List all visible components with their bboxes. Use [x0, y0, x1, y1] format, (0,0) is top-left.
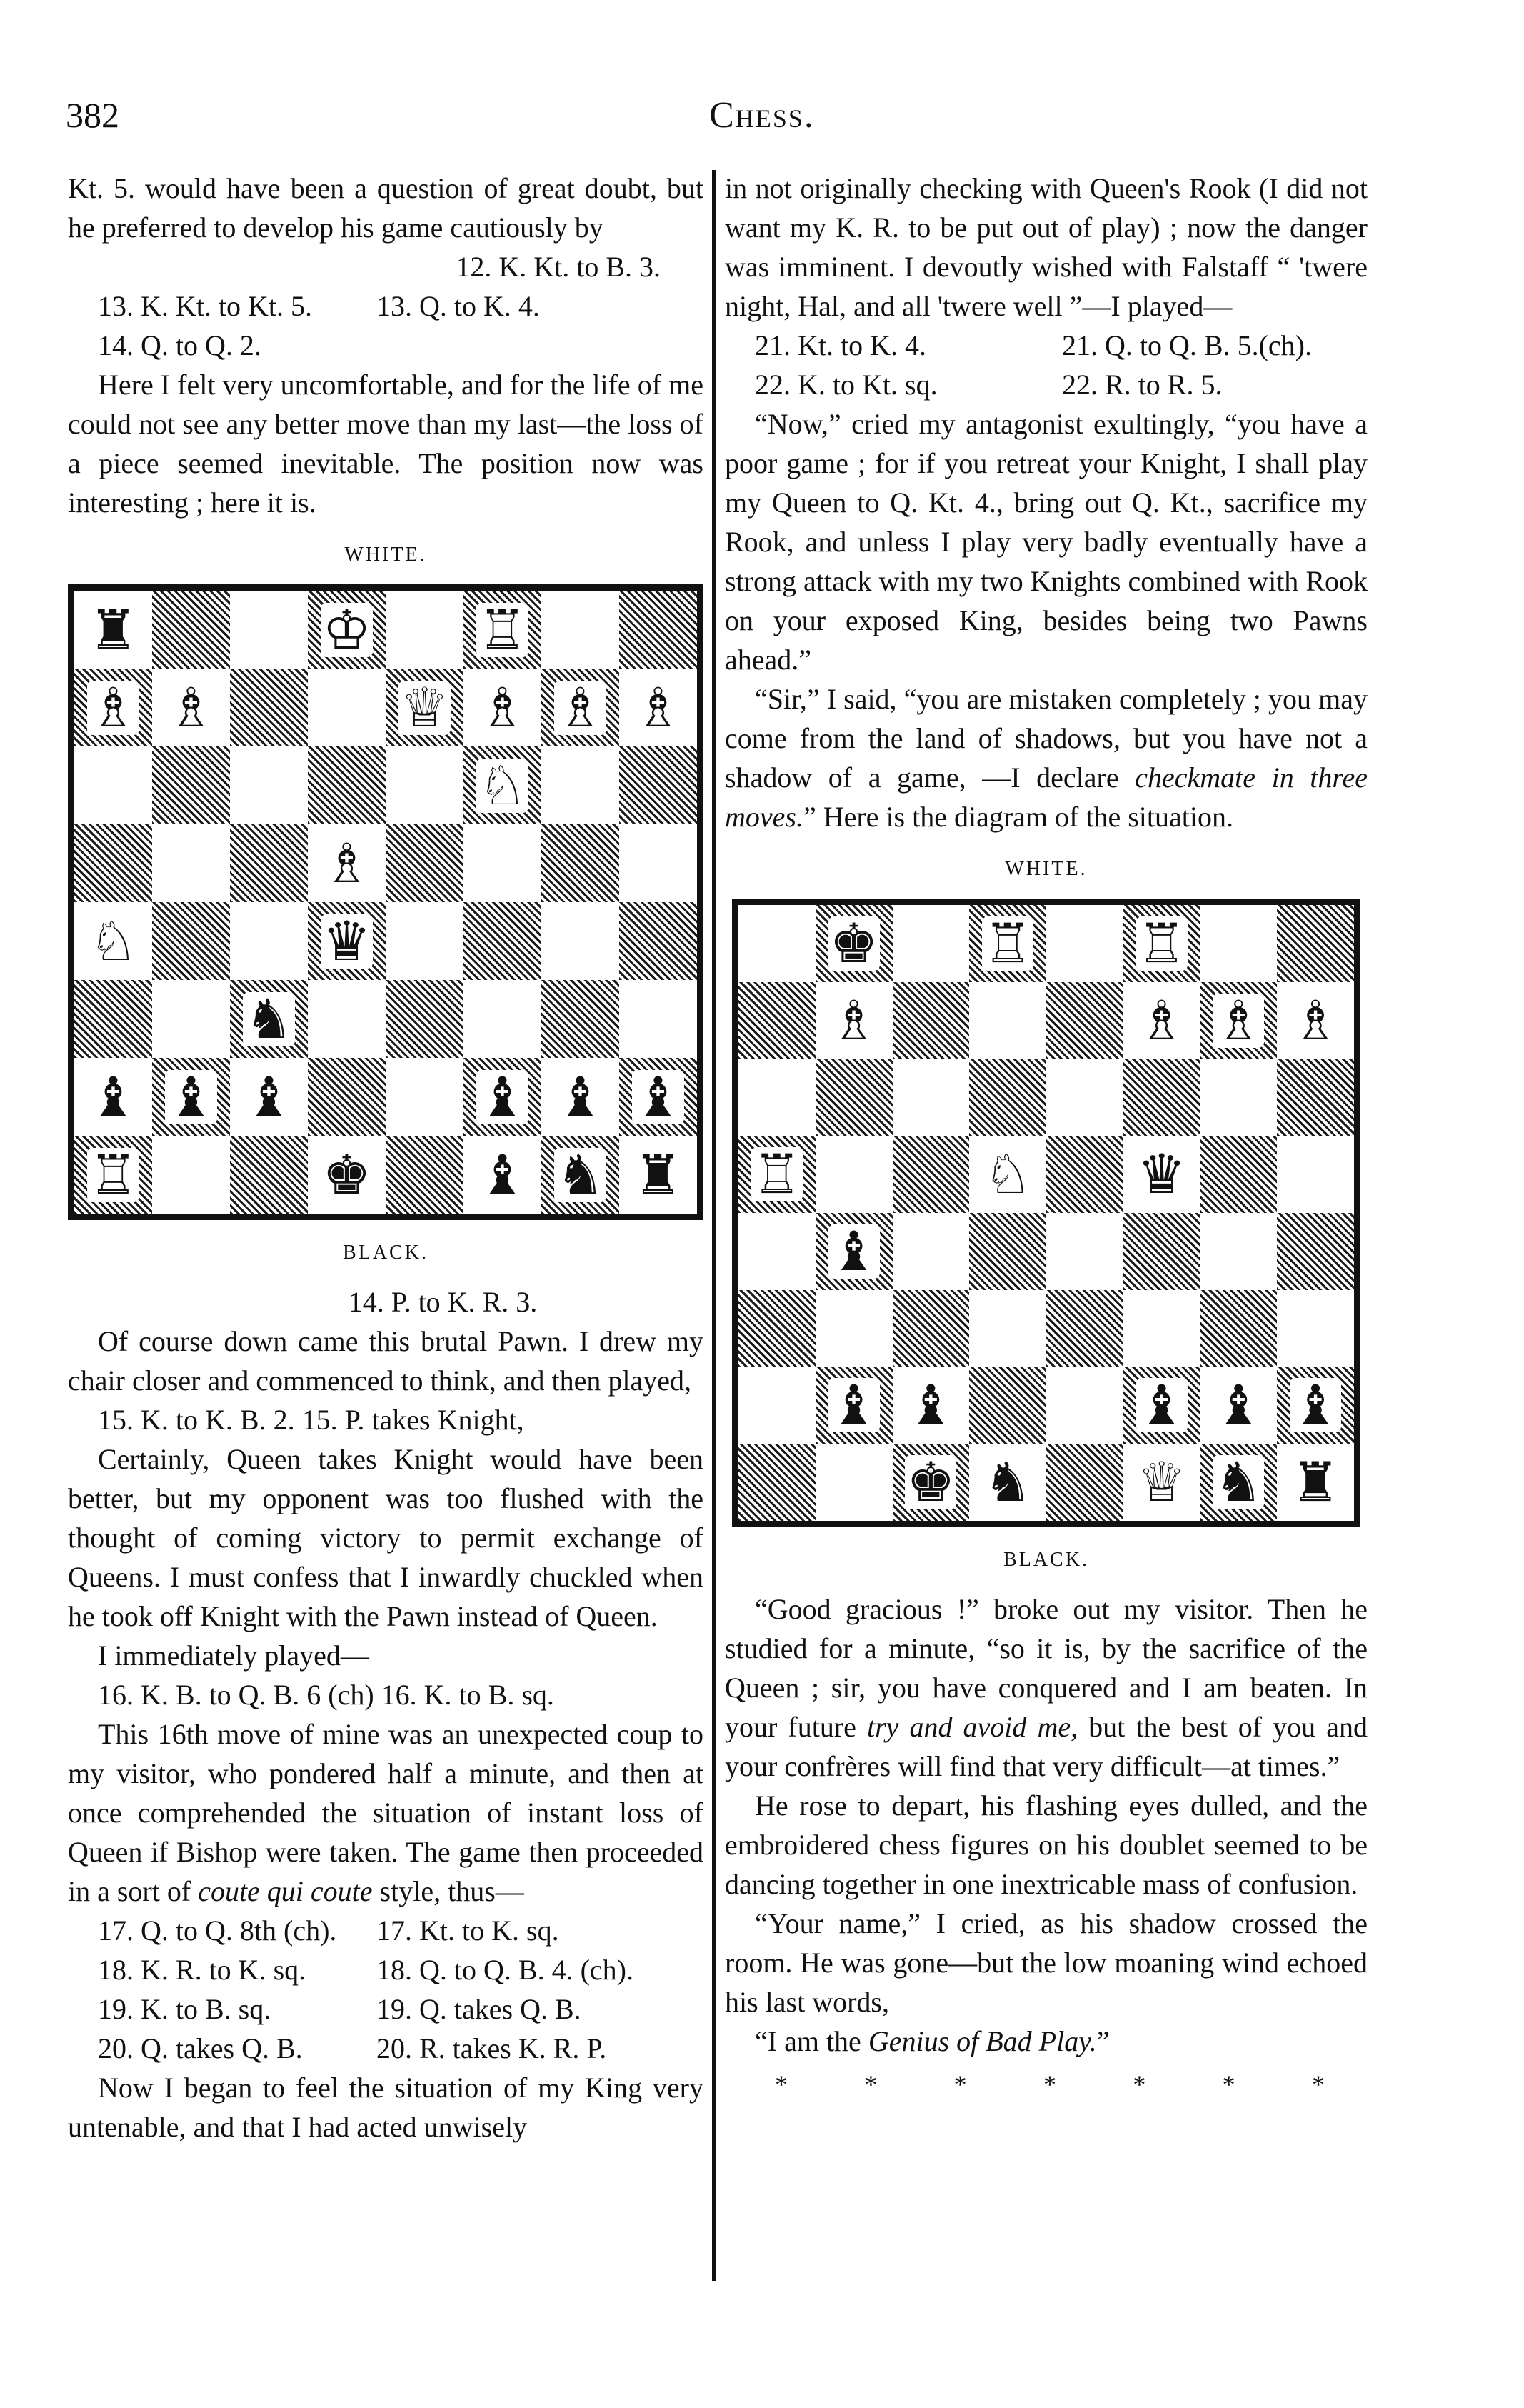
- move-line: 15. K. to K. B. 2. 15. P. takes Knight,: [98, 1404, 524, 1436]
- board-square: [969, 1213, 1046, 1290]
- board-square: [619, 902, 697, 980]
- board-square: [619, 980, 697, 1058]
- paragraph: I immediately played—: [98, 1639, 369, 1672]
- board-square: [1277, 1290, 1354, 1367]
- paragraph: [725, 679, 1368, 836]
- board-square: [1123, 1136, 1200, 1213]
- white-move: 17. Q. to Q. 8th (ch).: [98, 1914, 337, 1947]
- text-run: This 16th move of mine was an unexpected coup to my visitor, who pondered half a minute, and then at once comprehended the situation of instant loss of Queen if Bishop were taken. The game then proceeded in a sort of: [68, 1718, 703, 1907]
- chess-piece-icon: ♚: [829, 911, 878, 975]
- chess-piece-icon: ♕: [1137, 1450, 1186, 1514]
- board-square: [74, 746, 152, 824]
- board-square: [386, 591, 463, 669]
- board-square: [308, 746, 386, 824]
- board-square: [1200, 982, 1278, 1059]
- board-square: [230, 1136, 308, 1214]
- board-square: [619, 1058, 697, 1136]
- board-square: [893, 1136, 970, 1213]
- board-square: [619, 824, 697, 902]
- board-square: [386, 1058, 463, 1136]
- board-square: [74, 824, 152, 902]
- white-move: 20. Q. takes Q. B.: [98, 2032, 303, 2064]
- board-square: [1046, 1059, 1123, 1136]
- board-square: [738, 1136, 816, 1213]
- board-square: [74, 1058, 152, 1136]
- board-square: [1123, 905, 1200, 982]
- star-glyph: *: [1133, 2070, 1146, 2099]
- board-square: [619, 591, 697, 669]
- board-square: [969, 1444, 1046, 1521]
- board-square: [1123, 1367, 1200, 1444]
- board-square: [152, 902, 230, 980]
- text-run: “Sir,” I said, “you are mistaken completely ; you may come from the land of shadows, but you have not a shadow of a game, —I declare: [725, 683, 1368, 794]
- paragraph: [725, 2022, 1368, 2061]
- board-square: [230, 591, 308, 669]
- board-square: [74, 591, 152, 669]
- board-square: [308, 1058, 386, 1136]
- board-square: [230, 902, 308, 980]
- board-square: [1123, 982, 1200, 1059]
- chess-piece-icon: ♖: [983, 911, 1033, 975]
- chess-piece-icon: ♚: [906, 1450, 956, 1514]
- chess-diagram-1: [68, 584, 703, 1220]
- paragraph: Certainly, Queen takes Knight would have been better, but my opponent was too flushed with the thought of coming victory to permit exchange of Queens. I must confess that I inwardly chuckled when he took off Knight with the Pawn instead of Queen.: [68, 1443, 703, 1632]
- black-move: 20. R. takes K. R. P.: [376, 2032, 607, 2064]
- board-square: [386, 980, 463, 1058]
- board-square: [969, 1059, 1046, 1136]
- paragraph: [68, 1714, 703, 1911]
- paragraph: Here I felt very uncomfortable, and for the life of me could not see any better move than my last—the loss of a piece seemed inevitable. The position now was interesting ; here it is.: [68, 369, 703, 519]
- black-move: 13. Q. to K. 4.: [376, 290, 540, 322]
- chess-piece-icon: ♘: [89, 909, 138, 973]
- chess-piece-icon: ♗: [322, 831, 371, 895]
- paragraph: “Your name,” I cried, as his shadow crossed the room. He was gone—but the low moaning wind echoed his last words,: [725, 1907, 1368, 2018]
- board-square: [1123, 1213, 1200, 1290]
- board-square: [1200, 1290, 1278, 1367]
- move-line: [68, 286, 703, 326]
- white-move: 13. K. Kt. to Kt. 5.: [98, 290, 312, 322]
- board-square: [74, 980, 152, 1058]
- board-square: [541, 1136, 619, 1214]
- chess-piece-icon: ♗: [1137, 988, 1186, 1052]
- board-square: [1046, 982, 1123, 1059]
- board-square: [738, 1367, 816, 1444]
- chess-piece-icon: ♗: [633, 675, 683, 739]
- star-glyph: *: [864, 2070, 878, 2099]
- board-square: [152, 824, 230, 902]
- italic-phrase: Genius of Bad Play.: [868, 2025, 1097, 2057]
- white-move: 21. Kt. to K. 4.: [755, 329, 926, 361]
- board-square: [738, 982, 816, 1059]
- board-square: [816, 982, 893, 1059]
- board-square: [1123, 1290, 1200, 1367]
- chess-piece-icon: ♝: [244, 1064, 294, 1129]
- text-run: style, thus—: [372, 1875, 524, 1907]
- board-square: [1046, 1136, 1123, 1213]
- diagram-top-label: WHITE.: [344, 544, 427, 566]
- board-square: [816, 1059, 893, 1136]
- board-square: [816, 1444, 893, 1521]
- chess-piece-icon: ♘: [983, 1142, 1033, 1207]
- move-line: [725, 326, 1368, 365]
- star-glyph: *: [1043, 2070, 1056, 2099]
- paragraph: He rose to depart, his flashing eyes dulled, and the embroidered chess figures on his doublet seemed to be dancing together in one inextricable mass of confusion.: [725, 1789, 1368, 1900]
- running-title-text: Chess.: [709, 95, 815, 136]
- board-square: [1277, 1059, 1354, 1136]
- board-square: [541, 980, 619, 1058]
- chess-piece-icon: ♗: [1214, 988, 1263, 1052]
- black-move: 22. R. to R. 5.: [1062, 369, 1223, 401]
- chess-piece-icon: ♗: [1291, 988, 1340, 1052]
- chess-piece-icon: ♚: [322, 1142, 371, 1207]
- board-square: [969, 1136, 1046, 1213]
- board-square: [738, 1290, 816, 1367]
- board-square: [541, 746, 619, 824]
- board-square: [1200, 1059, 1278, 1136]
- board-square: [969, 982, 1046, 1059]
- chess-piece-icon: ♞: [983, 1450, 1033, 1514]
- board-square: [308, 1136, 386, 1214]
- black-move: 17. Kt. to K. sq.: [376, 1914, 559, 1947]
- board-square: [152, 591, 230, 669]
- board-square: [816, 905, 893, 982]
- diagram-top-label: WHITE.: [1005, 858, 1088, 880]
- board-square: [1277, 982, 1354, 1059]
- star-glyph: *: [775, 2070, 788, 2099]
- board-square: [1046, 1290, 1123, 1367]
- board-square: [816, 1213, 893, 1290]
- board-square: [463, 1058, 541, 1136]
- chess-piece-icon: ♝: [478, 1064, 527, 1129]
- board-square: [1200, 1367, 1278, 1444]
- white-move: 18. K. R. to K. sq.: [98, 1954, 306, 1986]
- board-square: [893, 1444, 970, 1521]
- text-run: “Good gracious !” broke out my visitor. Then he studied for a minute, “so it is, by the sacrifice of the Queen ; sir, you have conquered and I am beaten. In your future: [725, 1593, 1368, 1743]
- chess-piece-icon: ♜: [1291, 1450, 1340, 1514]
- board-square: [1046, 1367, 1123, 1444]
- board-square: [1200, 1213, 1278, 1290]
- chess-piece-icon: ♝: [906, 1373, 956, 1437]
- board-square: [893, 1367, 970, 1444]
- board-square: [386, 824, 463, 902]
- board-square: [619, 746, 697, 824]
- italic-phrase: try and avoid me,: [866, 1711, 1078, 1743]
- chess-piece-icon: ♝: [1291, 1373, 1340, 1437]
- star-glyph: *: [1222, 2070, 1235, 2099]
- board-square: [74, 902, 152, 980]
- chess-piece-icon: ♞: [1214, 1450, 1263, 1514]
- board-square: [463, 824, 541, 902]
- chess-piece-icon: ♖: [478, 597, 527, 661]
- text-run: ”: [1096, 2025, 1110, 2057]
- board-square: [308, 824, 386, 902]
- white-move: 22. K. to Kt. sq.: [755, 369, 938, 401]
- diagram-bottom-label: BLACK.: [1003, 1549, 1089, 1571]
- board-square: [1200, 905, 1278, 982]
- board-square: [1123, 1444, 1200, 1521]
- board-square: [893, 1059, 970, 1136]
- column-rule: [712, 170, 716, 2281]
- chess-piece-icon: ♛: [1137, 1142, 1186, 1207]
- chess-piece-icon: ♝: [829, 1373, 878, 1437]
- board-square: [816, 1136, 893, 1213]
- board-square: [463, 902, 541, 980]
- move-line: [68, 1911, 703, 1950]
- text-run: “I am the: [755, 2025, 868, 2057]
- white-move: 19. K. to B. sq.: [98, 1993, 271, 2025]
- board-square: [893, 1213, 970, 1290]
- board-square: [541, 591, 619, 669]
- board-square: [230, 669, 308, 746]
- board-square: [386, 746, 463, 824]
- board-square: [74, 669, 152, 746]
- board-square: [816, 1290, 893, 1367]
- board-square: [1046, 1213, 1123, 1290]
- board-square: [893, 982, 970, 1059]
- chess-piece-icon: ♞: [556, 1142, 605, 1207]
- chess-piece-icon: ♘: [478, 753, 527, 817]
- chess-piece-icon: ♝: [556, 1064, 605, 1129]
- board-square: [738, 1213, 816, 1290]
- chess-piece-icon: ♝: [1214, 1373, 1263, 1437]
- star-glyph: *: [953, 2070, 967, 2099]
- board-square: [230, 980, 308, 1058]
- section-break-stars: [725, 2061, 1368, 2104]
- board-square: [541, 1058, 619, 1136]
- board-square: [386, 669, 463, 746]
- chess-piece-icon: ♜: [633, 1142, 683, 1207]
- board-square: [1123, 1059, 1200, 1136]
- right-column: [725, 169, 1368, 2104]
- board-square: [152, 669, 230, 746]
- board-square: [74, 1136, 152, 1214]
- board-square: [619, 1136, 697, 1214]
- board-square: [969, 905, 1046, 982]
- paragraph: “Now,” cried my antagonist exultingly, “you have a poor game ; for if you retreat your Knight, I shall play my Queen to Q. Kt. 4., bring out Q. Kt., sacrifice my Rook, and unless I play very badly eventually have a strong attack with my two Knights combined with Rook on your exposed King, besides being two Pawns ahead.”: [725, 408, 1368, 676]
- running-title: [0, 94, 1524, 136]
- chess-piece-icon: ♔: [322, 597, 371, 661]
- paragraph: Kt. 5. would have been a question of great doubt, but he preferred to develop his game cautiously by: [68, 172, 703, 244]
- board-square: [230, 824, 308, 902]
- paragraph: Now I began to feel the situation of my King very untenable, and that I had acted unwisely: [68, 2072, 703, 2143]
- board-square: [1277, 905, 1354, 982]
- chess-piece-icon: ♜: [89, 597, 138, 661]
- left-column: [68, 169, 703, 2147]
- black-move: 19. Q. takes Q. B.: [376, 1993, 581, 2025]
- chess-piece-icon: ♞: [244, 986, 294, 1051]
- chess-piece-icon: ♖: [752, 1142, 801, 1207]
- diagram-bottom-label: BLACK.: [343, 1242, 428, 1264]
- italic-phrase: coute qui coute: [198, 1875, 373, 1907]
- chess-piece-icon: ♖: [89, 1142, 138, 1207]
- board-square: [1046, 1444, 1123, 1521]
- board-square: [541, 669, 619, 746]
- board-square: [152, 1058, 230, 1136]
- chess-piece-icon: ♗: [829, 988, 878, 1052]
- board-square: [969, 1290, 1046, 1367]
- move-line: [68, 1950, 703, 1989]
- text-run: ” Here is the diagram of the situation.: [803, 801, 1233, 833]
- board-square: [152, 1136, 230, 1214]
- board-square: [230, 1058, 308, 1136]
- board-square: [1277, 1444, 1354, 1521]
- chess-diagram-2: [732, 899, 1360, 1527]
- move-line: 14. Q. to Q. 2.: [98, 329, 261, 361]
- board-square: [308, 980, 386, 1058]
- italic-phrase: checkmate in three moves.: [725, 761, 1368, 833]
- board-square: [308, 902, 386, 980]
- board-square: [738, 1444, 816, 1521]
- move-line: [68, 1989, 703, 2029]
- chess-piece-icon: ♛: [322, 909, 371, 973]
- board-square: [463, 669, 541, 746]
- chess-piece-icon: ♗: [478, 675, 527, 739]
- board-square: [463, 1136, 541, 1214]
- board-square: [893, 905, 970, 982]
- chess-piece-icon: ♖: [1137, 911, 1186, 975]
- star-glyph: *: [1311, 2070, 1325, 2099]
- board-square: [619, 669, 697, 746]
- board-square: [1200, 1444, 1278, 1521]
- board-square: [738, 905, 816, 982]
- board-square: [1277, 1367, 1354, 1444]
- move-line: 12. K. Kt. to B. 3.: [456, 251, 661, 283]
- chess-piece-icon: ♗: [166, 675, 216, 739]
- chess-piece-icon: ♝: [166, 1064, 216, 1129]
- move-line: [725, 365, 1368, 404]
- board-square: [152, 980, 230, 1058]
- board-square: [230, 746, 308, 824]
- board-square: [386, 1136, 463, 1214]
- paragraph: Of course down came this brutal Pawn. I drew my chair closer and commenced to think, and then played,: [68, 1325, 703, 1397]
- board-square: [463, 980, 541, 1058]
- paragraph: [725, 1589, 1368, 1786]
- board-square: [1046, 905, 1123, 982]
- paragraph: in not originally checking with Queen's Rook (I did not want my K. R. to be put out of play) ; now the danger was imminent. I devoutly wished with Falstaff “ 'twere night, Hal, and all 'twere well ”—I played—: [725, 172, 1368, 322]
- board-square: [1200, 1136, 1278, 1213]
- move-line: 14. P. to K. R. 3.: [348, 1286, 538, 1318]
- board-square: [541, 902, 619, 980]
- chess-piece-icon: ♝: [89, 1064, 138, 1129]
- board-square: [463, 746, 541, 824]
- chess-piece-icon: ♕: [400, 675, 449, 739]
- board-square: [308, 669, 386, 746]
- board-square: [816, 1367, 893, 1444]
- chess-piece-icon: ♗: [556, 675, 605, 739]
- move-line: 16. K. B. to Q. B. 6 (ch) 16. K. to B. sq.: [98, 1679, 554, 1711]
- board-square: [152, 746, 230, 824]
- board-square: [969, 1367, 1046, 1444]
- board-square: [541, 824, 619, 902]
- board-square: [308, 591, 386, 669]
- board-square: [1277, 1213, 1354, 1290]
- black-move: 21. Q. to Q. B. 5.(ch).: [1062, 329, 1312, 361]
- chess-piece-icon: ♝: [633, 1064, 683, 1129]
- board-square: [386, 902, 463, 980]
- board-square: [1277, 1136, 1354, 1213]
- chess-piece-icon: ♗: [89, 675, 138, 739]
- move-line: [68, 2029, 703, 2068]
- board-square: [893, 1290, 970, 1367]
- chess-piece-icon: ♝: [478, 1142, 527, 1207]
- text-run: but the best of you and your confrères will find that very difficult—at times.”: [725, 1711, 1368, 1782]
- board-square: [463, 591, 541, 669]
- page-number: 382: [66, 95, 119, 135]
- black-move: 18. Q. to Q. B. 4. (ch).: [376, 1954, 633, 1986]
- board-square: [738, 1059, 816, 1136]
- chess-piece-icon: ♝: [1137, 1373, 1186, 1437]
- page-header: [0, 94, 1524, 144]
- chess-piece-icon: ♝: [829, 1219, 878, 1283]
